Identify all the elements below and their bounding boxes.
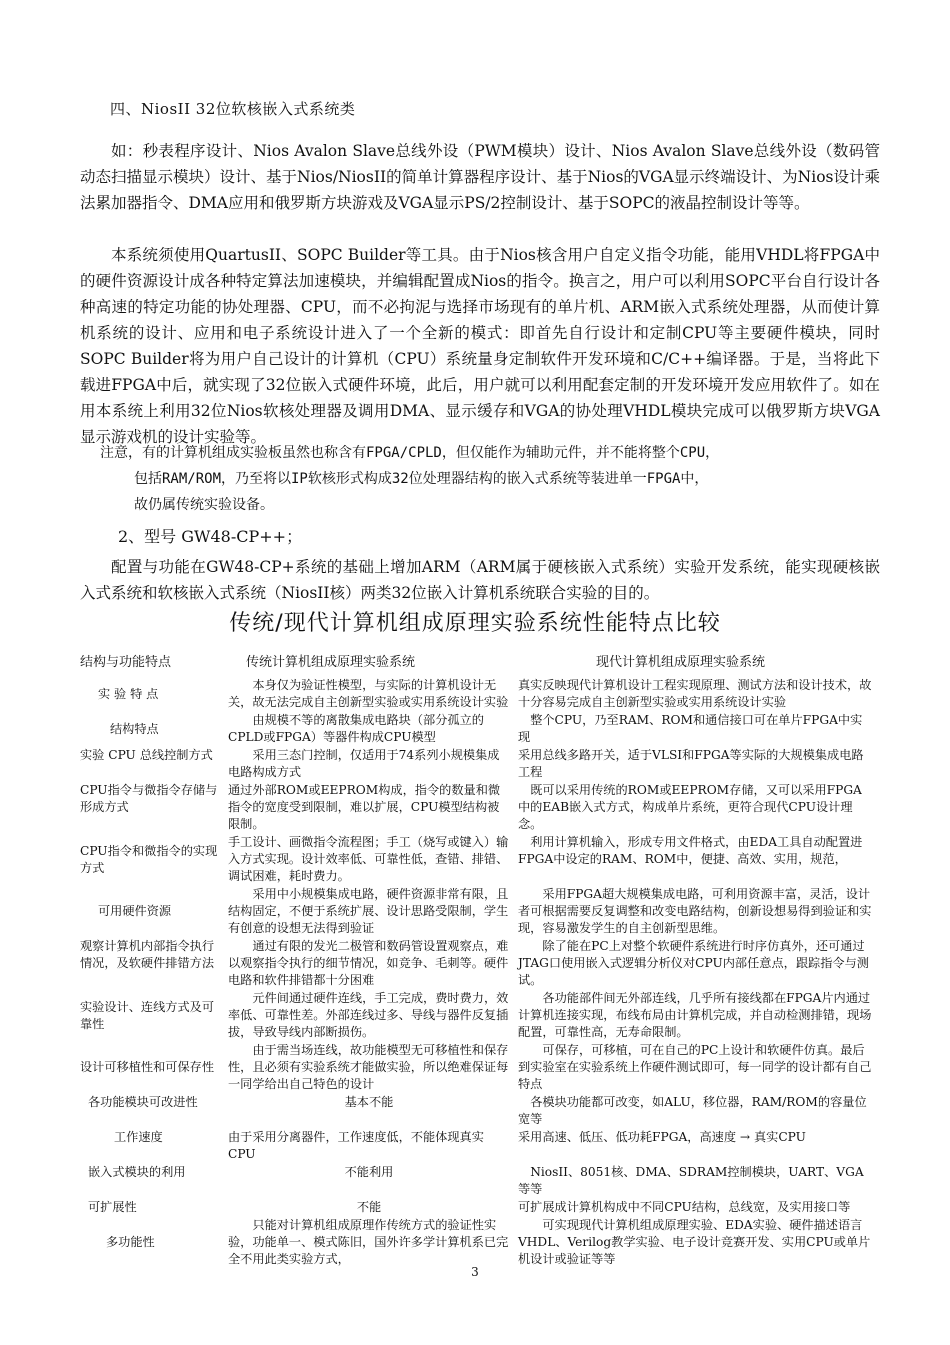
row-traditional: 由于采用分离器件，工作速度低，不能体现真实CPU (228, 1130, 484, 1161)
row-feature: CPU指令和微指令的实现方式 (80, 843, 218, 875)
row-traditional: 只能对计算机组成原理作传统方式的验证性实验，功能单一、模式陈旧，国外许多学计算机系已完全不用此类实验方式， (228, 1218, 509, 1266)
header-traditional: 传统计算机组成原理实验系统 (246, 655, 416, 670)
row-modern: 各模块功能都可改变，如ALU，移位器，RAM/ROM的容量位宽等 (518, 1095, 867, 1126)
row-traditional: 元件间通过硬件连线，手工完成，费时费力，效率低、可靠性差。外部连线过多、导线与器件反复插拔，导致导线内部断损伤。 (228, 991, 509, 1039)
row-modern: 采用高速、低压、低功耗FPGA，高速度 → 真实CPU (518, 1130, 806, 1144)
row-traditional: 本身仅为验证性模型，与实际的计算机设计无关，故无法完成自主创新型实验或实用系统设计实验 (228, 678, 509, 709)
row-feature: 多功能性 (106, 1235, 155, 1249)
table-row (80, 677, 872, 712)
table-row (80, 938, 872, 990)
row-traditional: 通过外部ROM或EEPROM构成，指令的数量和微指令的宽度受到限制，难以扩展，CPU模型结构被限制。 (228, 783, 501, 831)
note-line-3: 故仍属传统实验设备。 (134, 497, 274, 513)
system-description-paragraph: 本系统须使用QuartusII、SOPC Builder等工具。由于Nios核含用户自定义指令功能，能用VHDL将FPGA中的硬件资源设计成各种特定算法加速模块，并编辑配置成Nios的指令。换言之，用户可以利用SOPC平台自行设计各种高速的特定功能的协处理器、CPU，而不必拘泥与选择市场现有的单片机、ARM嵌入式系统处理器，从而使计算机系统的设计、应用和电子系统设计进入了一个全新的模式：即首先自行设计和定制CPU等主要硬件模块，同时SOPC Builder将为用户自己设计的计算机（CPU）系统量身定制软件开发环境和C/C++编译器。于是，当将此下载进FPGA中后，就实现了32位嵌入式硬件环境，此后，用户就可以利用配套定制的开发环境开发应用软件了。如在用本系统上利用32位Nios软核处理器及调用DMA、显示缓存和VGA的协处理VHDL模块完成可以俄罗斯方块VGA显示游戏机的设计实验等。 (80, 246, 880, 446)
row-traditional: 不能利用 (344, 1165, 394, 1179)
row-modern: 除了能在PC上对整个软硬件系统进行时序仿真外，还可通过JTAG口使用嵌入式逻辑分析仪对CPU内部任意点，跟踪指令与测试。 (518, 939, 869, 987)
row-traditional: 由于需当场连线，故功能模型无可移植性和保存性，且必须有实验系统才能做实验，所以绝难保证每一同学给出自己特色的设计 (228, 1043, 509, 1091)
row-modern: 真实反映现代计算机设计工程实现原理、测试方法和设计技术，故十分容易完成自主创新型实验或实用系统设计实验 (518, 678, 872, 709)
row-feature: 实验设计、连线方式及可靠性 (80, 999, 215, 1031)
table-row (80, 1094, 872, 1129)
row-modern: 可保存，可移植，可在自己的PC上设计和软硬件仿真。最后到实验室在实验系统上作硬件测试即可，每一同学的设计都有自己特点 (518, 1043, 872, 1091)
table-row (80, 1164, 872, 1199)
row-traditional: 采用三态门控制，仅适用于74系列小规模集成电路构成方式 (228, 748, 500, 779)
model-description-paragraph: 配置与功能在GW48-CP+系统的基础上增加ARM（ARM属于硬核嵌入式系统）实验开发系统，能实现硬核嵌入式系统和软核嵌入式系统（NiosII核）两类32位嵌入计算机系统联合实验的目的。 (80, 558, 880, 602)
table-row (80, 747, 872, 782)
row-feature: 设计可移植性和可保存性 (80, 1060, 215, 1074)
row-feature: 可扩展性 (88, 1200, 137, 1214)
row-modern: NiosII、8051核、DMA、SDRAM控制模块，UART、VGA等等 (518, 1165, 864, 1196)
page-number: 3 (471, 1265, 479, 1279)
row-feature: 可用硬件资源 (98, 904, 172, 918)
row-traditional: 基本不能 (344, 1095, 394, 1109)
comparison-title: 传统/现代计算机组成原理实验系统性能特点比较 (229, 611, 721, 636)
table-row (80, 1217, 872, 1269)
row-feature: 实 验 特 点 (98, 686, 159, 701)
row-feature: CPU指令与微指令存储与形成方式 (80, 783, 218, 814)
row-traditional: 通过有限的发光二极管和数码管设置观察点，难以观察指令执行的细节情况，如竞争、毛刺等。硬件电路和软件排错都十分困难 (228, 939, 509, 987)
table-row (80, 834, 872, 886)
section-title: 四、NiosII 32位软核嵌入式系统类 (110, 100, 356, 118)
row-traditional: 不能 (356, 1200, 382, 1214)
row-modern: 采用总线多路开关，适于VLSI和FPGA等实际的大规模集成电路工程 (518, 748, 864, 779)
row-modern: 可实现现代计算机组成原理实验、EDA实验、硬件描述语言VHDL、Verilog教学实验、电子设计竞赛开发、实用CPU或单片机设计或验证等等 (518, 1218, 871, 1266)
table-row (80, 886, 872, 938)
examples-paragraph: 如：秒表程序设计、Nios Avalon Slave总线外设（PWM模块）设计、Nios Avalon Slave总线外设（数码管动态扫描显示模块）设计、基于Nios/NiosII的简单计算器程序设计、基于Nios的VGA显示终端设计、为Nios设计乘法累加器指令、DMA应用和俄罗斯方块游戏及VGA显示PS/2控制设计、基于SOPC的液晶控制设计等等。 (80, 142, 880, 212)
table-row (80, 1129, 872, 1164)
table-row (80, 990, 872, 1042)
row-feature: 实验 CPU 总线控制方式 (80, 748, 213, 762)
row-feature: 观察计算机内部指令执行情况，及软硬件排错方法 (80, 939, 215, 970)
row-feature: 结构特点 (110, 721, 159, 736)
table-header-row (80, 652, 872, 677)
model-heading: 2、型号 GW48-CP++； (118, 527, 303, 546)
row-feature: 嵌入式模块的利用 (88, 1165, 186, 1179)
row-feature: 工作速度 (114, 1130, 163, 1144)
table-row (80, 782, 872, 834)
note-line-2: 包括RAM/ROM，乃至将以IP软核形式构成32位处理器结构的嵌入式系统等装进单一FPGA中， (134, 471, 709, 487)
row-traditional: 手工设计、画微指令流程图；手工（烧写或键入）输入方式实现。设计效率低、可靠性低，查错、排错、调试困难，耗时费力。 (228, 835, 509, 883)
row-traditional: 由规模不等的离散集成电路块（部分孤立的CPLD或FPGA）等器件构成CPU模型 (228, 713, 484, 744)
row-modern: 利用计算机输入，形成专用文件格式，由EDA工具自动配置进FPGA中设定的RAM、ROM中，便捷、高效、实用，规范， (518, 835, 863, 866)
row-feature: 各功能模块可改进性 (88, 1095, 198, 1109)
table-row (80, 712, 872, 747)
row-modern: 各功能部件间无外部连线，几乎所有接线都在FPGA片内通过计算机连接实现，布线布局由计算机完成，并自动检测排错，现场配置，可靠性高，无寿命限制。 (518, 991, 872, 1039)
comparison-table (80, 652, 872, 1269)
row-modern: 可扩展成计算机构成中不同CPU结构，总线宽，及实用接口等 (518, 1200, 851, 1214)
row-modern: 采用FPGA超大规模集成电路，可利用资源丰富，灵活，设计者可根据需要反复调整和改变电路结构，创新设想易得到验证和实现，容易激发学生的自主创新型思维。 (518, 887, 872, 935)
note-block (100, 440, 880, 518)
row-traditional: 采用中小规模集成电路，硬件资源非常有限，且结构固定，不便于系统扩展、设计思路受限制，学生有创意的设想无法得到验证 (228, 887, 509, 935)
row-modern: 既可以采用传统的ROM或EEPROM存储，又可以采用FPGA中的EAB嵌入式方式，构成单片系统，更符合现代CPU设计理念。 (518, 783, 862, 831)
note-line-1: 注意，有的计算机组成实验板虽然也称含有FPGA/CPLD，但仅能作为辅助元件，并不能将整个CPU， (100, 445, 720, 461)
table-row (80, 1199, 872, 1217)
header-feature: 结构与功能特点 (80, 655, 172, 670)
header-modern: 现代计算机组成原理实验系统 (596, 655, 766, 670)
row-modern: 整个CPU，乃至RAM、ROM和通信接口可在单片FPGA中实现 (518, 713, 863, 744)
table-row (80, 1042, 872, 1094)
